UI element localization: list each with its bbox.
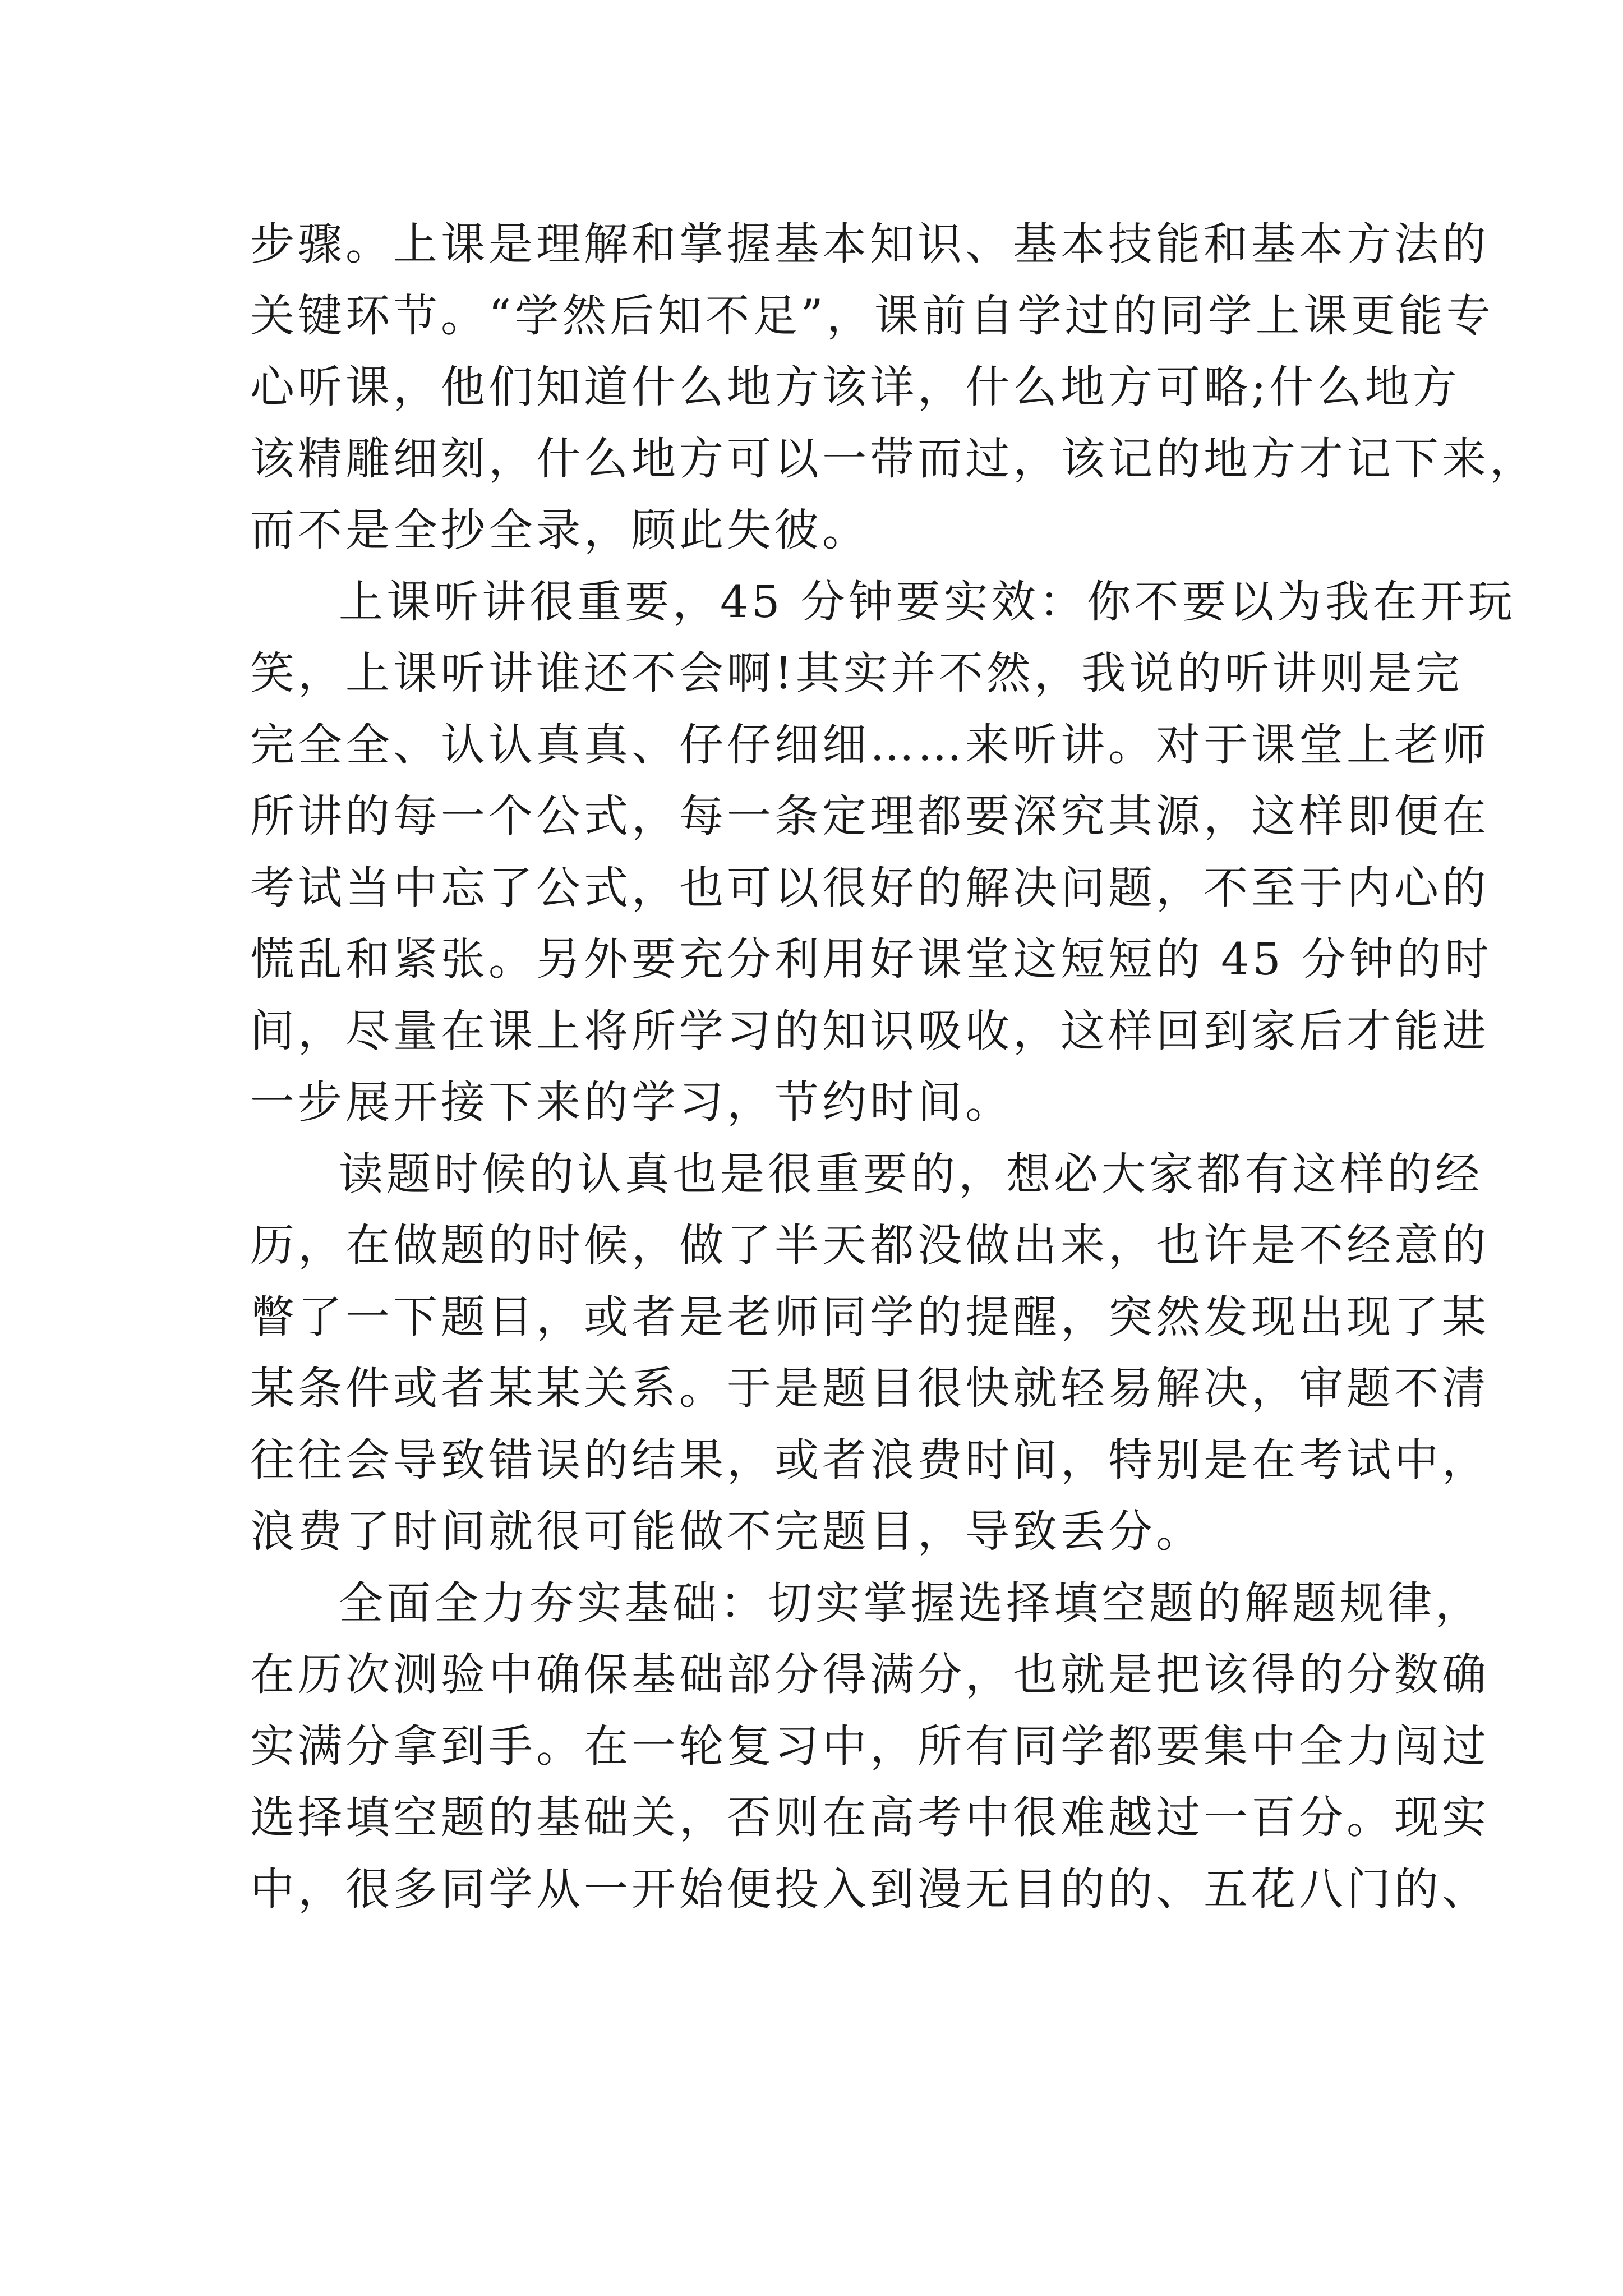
text-line: 选择填空题的基础关，否则在高考中很难越过一百分。现实 [250,1792,1490,1843]
text-line: 在历次测验中确保基础部分得满分，也就是把该得的分数确 [250,1649,1490,1700]
text-line: 笑，上课听讲谁还不会啊!其实并不然，我说的听讲则是完 [250,647,1463,699]
text-line: 中，很多同学从一开始便投入到漫无目的的、五花八门的、 [250,1863,1490,1915]
paragraph-1 [250,209,1537,567]
text-line: 关键环节。“学然后知不足”，课前自学过的同学上课更能专 [250,289,1494,342]
paragraph-4 [250,1568,1490,1926]
text-line: 实满分拿到手。在一轮复习中，所有同学都要集中全力闯过 [250,1720,1490,1772]
paragraph-2 [250,567,1516,1139]
text-line: 慌乱和紧张。另外要充分利用好课堂这短短的 45 分钟的时 [250,933,1492,985]
text-line: 全面全力夯实基础：切实掌握选择填空题的解题规律， [339,1577,1483,1629]
text-line: 该精雕细刻，什么地方可以一带而过，该记的地方才记下来， [250,432,1537,485]
text-line: 心听课，他们知道什么地方该详，什么地方可略;什么地方 [250,361,1460,413]
paragraph-3 [250,1139,1490,1568]
text-line: 步骤。上课是理解和掌握基本知识、基本技能和基本方法的 [250,218,1490,270]
text-line: 上课听讲很重要，45 分钟要实效：你不要以为我在开玩 [339,576,1516,628]
text-line: 考试当中忘了公式，也可以很好的解决问题，不至于内心的 [250,862,1490,914]
text-line: 瞥了一下题目，或者是老师同学的提醒，突然发现出现了某 [250,1291,1490,1343]
text-line: 间，尽量在课上将所学习的知识吸收，这样回到家后才能进 [250,1005,1490,1057]
text-line: 读题时候的认真也是很重要的，想必大家都有这样的经 [339,1148,1483,1200]
text-line: 浪费了时间就很可能做不完题目，导致丢分。 [250,1506,1204,1557]
document-body [250,209,1537,1925]
text-line: 一步展开接下来的学习，节约时间。 [250,1076,1013,1128]
text-line: 所讲的每一个公式，每一条定理都要深究其源，这样即便在 [250,790,1490,842]
text-line: 某条件或者某某关系。于是题目很快就轻易解决，审题不清 [250,1363,1490,1414]
text-line: 而不是全抄全录，顾此失彼。 [250,504,870,556]
text-line: 完全全、认认真真、仔仔细细……来听讲。对于课堂上老师 [250,719,1490,771]
text-line: 历，在做题的时候，做了半天都没做出来，也许是不经意的 [250,1220,1490,1271]
text-line: 往往会导致错误的结果，或者浪费时间，特别是在考试中， [250,1434,1490,1486]
